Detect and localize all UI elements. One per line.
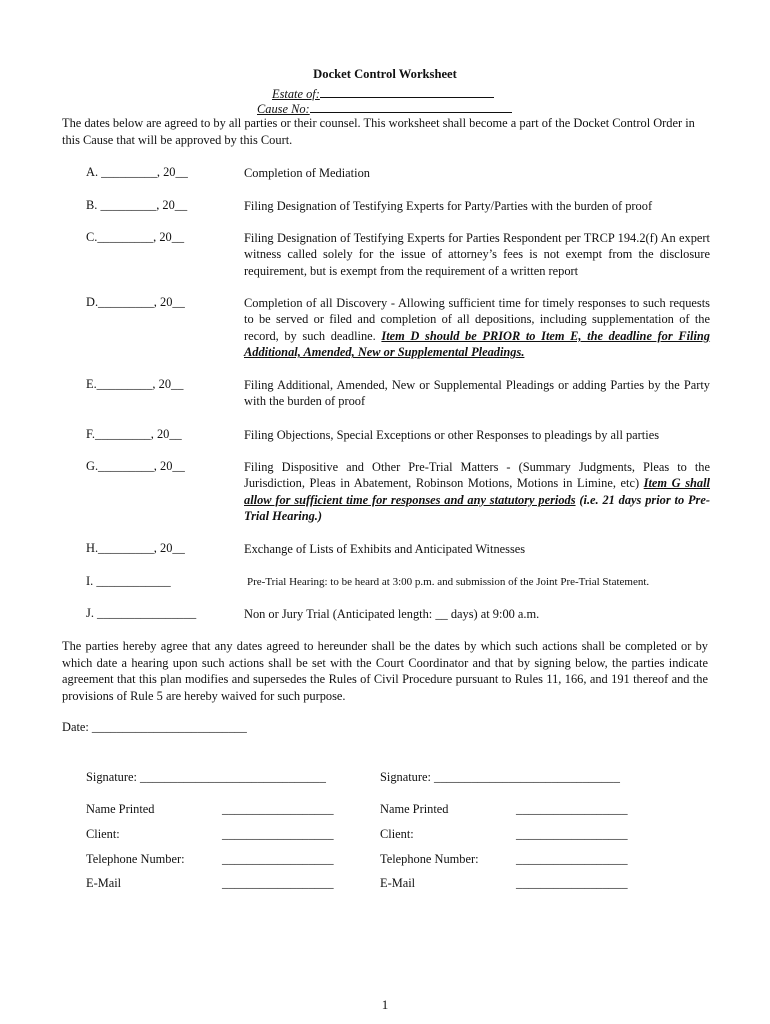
item-c xyxy=(86,230,716,282)
email-blank-left[interactable]: __________________ xyxy=(222,876,334,890)
item-e-desc: Filing Additional, Amended, New or Supplemental Pleadings or adding Parties by the Party with the burden of proof xyxy=(244,378,710,409)
agreement-paragraph: The parties hereby agree that any dates agreed to hereunder shall be the dates by which such actions shall be completed or by which date a hearing upon such actions shall be set with the Court Coordinator and that by signing below, the parties indicate agreement that this plan modifies and supersedes the Rules of Civil Procedure pursuant to Rules 11, 166, and 191 thereof and the provisions of Rule 5 are hereby waived for such purpose. xyxy=(62,639,708,703)
item-f-date[interactable]: F._________, 20__ xyxy=(86,427,182,441)
cause-label: Cause No: xyxy=(257,102,310,116)
item-i xyxy=(86,574,716,592)
email-label-right: E-Mail xyxy=(380,876,416,890)
item-e-date[interactable]: E._________, 20__ xyxy=(86,377,184,391)
phone-label-left: Telephone Number: xyxy=(86,852,185,866)
item-d xyxy=(86,295,716,365)
phone-blank-right[interactable]: __________________ xyxy=(516,852,628,866)
item-h-date[interactable]: H._________, 20__ xyxy=(86,541,185,555)
phone-label-right: Telephone Number: xyxy=(380,852,479,866)
signature-right[interactable]: Signature: ______________________________ xyxy=(380,770,620,784)
signature-left[interactable]: Signature: ______________________________ xyxy=(86,770,326,784)
page-number: 1 xyxy=(381,997,389,1012)
intro-paragraph: The dates below are agreed to by all parties or their counsel. This worksheet shall become a part of the Docket Control Order in this Cause that will be approved by this Court. xyxy=(62,116,695,147)
item-j xyxy=(86,606,716,624)
item-d-date[interactable]: D._________, 20__ xyxy=(86,295,185,309)
phone-blank-left[interactable]: __________________ xyxy=(222,852,334,866)
item-c-date[interactable]: C._________, 20__ xyxy=(86,230,185,244)
item-i-date[interactable]: I. ____________ xyxy=(86,574,171,588)
email-label-left: E-Mail xyxy=(86,876,122,890)
item-b-date[interactable]: B. _________, 20__ xyxy=(86,198,188,212)
item-e xyxy=(86,377,716,413)
cause-blank[interactable] xyxy=(310,100,512,113)
item-g-date[interactable]: G._________, 20__ xyxy=(86,459,185,473)
item-c-desc: Filing Designation of Testifying Experts for Parties Respondent per TRCP 194.2(f) An expert witness called solely for the issue of attorney’s fees is not exempt from the disclosure requirement, but is exempt from the requirement of a written report xyxy=(244,231,710,278)
item-b xyxy=(86,198,716,216)
item-g-desc xyxy=(244,459,710,525)
item-i-desc: Pre-Trial Hearing: to be heard at 3:00 p.m. and submission of the Joint Pre-Trial Statement. xyxy=(247,576,650,588)
client-label-left: Client: xyxy=(86,827,120,841)
item-j-desc: Non or Jury Trial (Anticipated length: __ days) at 9:00 a.m. xyxy=(244,607,540,621)
item-d-note: Item D should be PRIOR to Item E, the deadline for Filing Additional, Amended, New or Supplemental Pleadings. xyxy=(244,328,711,360)
item-a-desc: Completion of Mediation xyxy=(244,166,370,180)
email-blank-right[interactable]: __________________ xyxy=(516,876,628,890)
document-title: Docket Control Worksheet xyxy=(313,67,457,81)
item-h xyxy=(86,541,716,559)
date-line[interactable]: Date: _________________________ xyxy=(62,720,247,734)
item-g xyxy=(86,459,716,529)
name-label-left: Name Printed xyxy=(86,802,155,816)
client-label-right: Client: xyxy=(380,827,414,841)
item-a-date[interactable]: A. _________, 20__ xyxy=(86,165,188,179)
name-blank-right[interactable]: __________________ xyxy=(516,802,628,816)
item-g-note-days: (i.e. 21 days prior to Pre-Trial Hearing.) xyxy=(244,492,710,524)
estate-blank[interactable] xyxy=(320,85,494,98)
estate-label: Estate of: xyxy=(272,87,320,101)
client-blank-right[interactable]: __________________ xyxy=(516,827,628,841)
name-blank-left[interactable]: __________________ xyxy=(222,802,334,816)
name-label-right: Name Printed xyxy=(380,802,449,816)
item-h-desc: Exchange of Lists of Exhibits and Anticipated Witnesses xyxy=(244,542,526,556)
client-blank-left[interactable]: __________________ xyxy=(222,827,334,841)
item-d-desc xyxy=(244,295,710,361)
item-d-text: Completion of all Discovery - Allowing sufficient time for timely responses to such requests to be served or filed and completion of all depositions, including supplementation of the record, by such deadline. xyxy=(244,296,710,343)
item-g-note: Item G shall allow for sufficient time for responses and any statutory periods xyxy=(244,476,710,507)
item-g-text: Filing Dispositive and Other Pre-Trial Matters - (Summary Judgments, Pleas to the Jurisdiction, Pleas in Abatement, Robinson Motions, Motions in Limine, etc) xyxy=(244,460,710,491)
item-f-desc: Filing Objections, Special Exceptions or other Responses to pleadings by all parties xyxy=(244,428,660,442)
item-b-desc: Filing Designation of Testifying Experts for Party/Parties with the burden of proof xyxy=(244,199,653,213)
item-a xyxy=(86,165,716,183)
item-f xyxy=(86,427,716,445)
item-j-date[interactable]: J. ________________ xyxy=(86,606,197,620)
